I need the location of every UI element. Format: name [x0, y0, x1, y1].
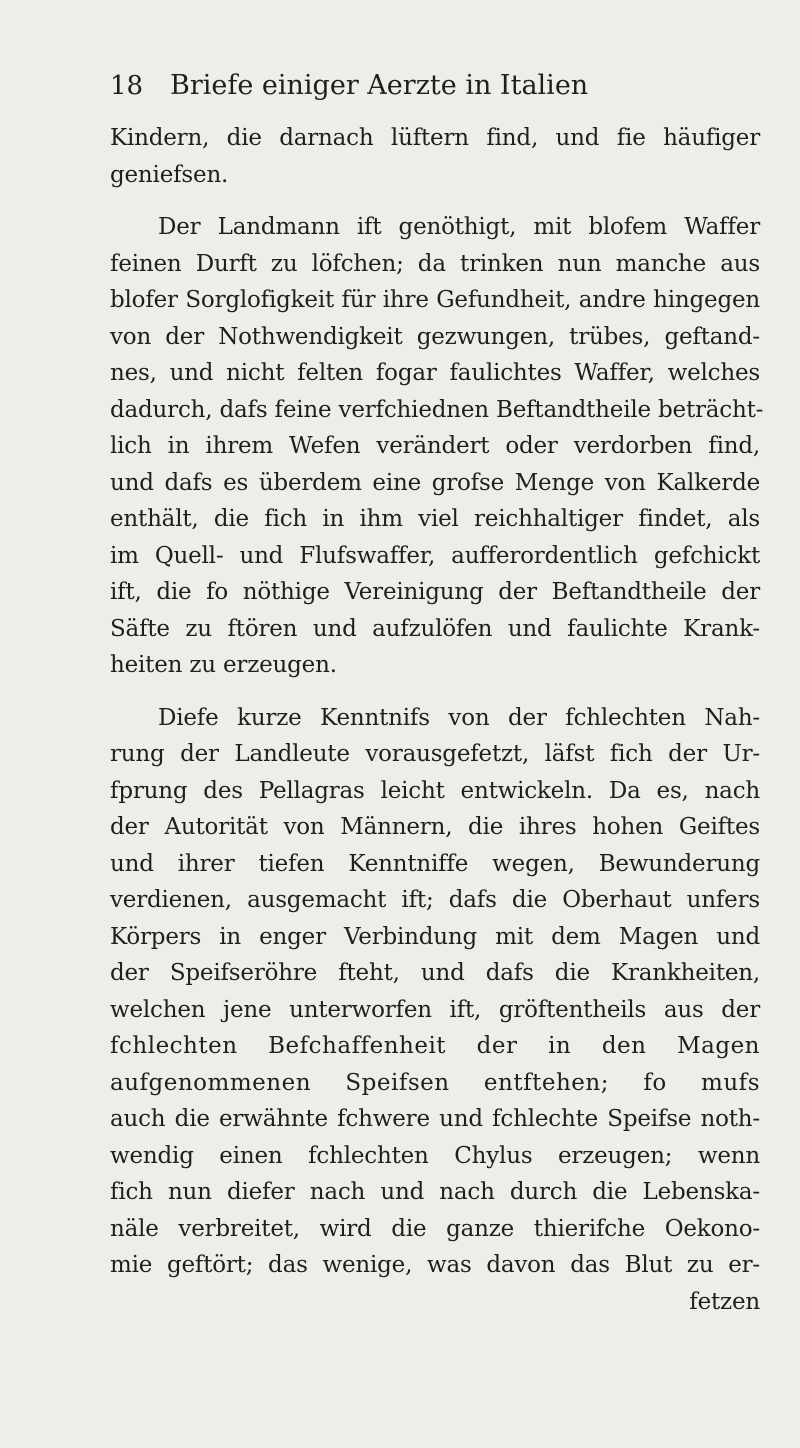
text-line: auch die erwähnte fchwere und fchlechte Speifse noth-: [110, 1106, 760, 1132]
text-line: und ihrer tiefen Kenntniffe wegen, Bewunderung: [110, 850, 760, 877]
text-line: der Speifseröhre fteht, und dafs die Krankheiten,: [110, 960, 760, 986]
text-line: Diefe kurze Kenntnifs von der fchlechten Nah-: [158, 704, 760, 731]
text-line: fprung des Pellagras leicht entwickeln. Da es, nach: [110, 777, 760, 804]
text-line: Der Landmann ift genöthigt, mit blofem Waffer: [158, 214, 760, 240]
text-line-spaced: aufgenommenen Speifsen entftehen; fo mufs: [110, 1069, 760, 1096]
catchword: fetzen: [689, 1288, 760, 1315]
text-line: Körpers in enger Verbindung mit dem Magen und: [110, 923, 760, 950]
body-text: [110, 120, 764, 1320]
text-line: von der Nothwendigkeit gezwungen, trübes, geftand-: [110, 323, 760, 350]
text-line: wendig einen fchlechten Chylus erzeugen; wenn: [110, 1142, 760, 1169]
text-line: näle verbreitet, wird die ganze thierifche Oekono-: [110, 1215, 760, 1242]
paragraph-1: [110, 120, 760, 193]
text-line: rung der Landleute vorausgefetzt, läfst fich der Ur-: [110, 741, 760, 767]
page-header: [110, 70, 750, 101]
text-line: lich in ihrem Wefen verändert oder verdorben find,: [110, 433, 760, 459]
text-line: und dafs es überdem eine grofse Menge von Kalkerde: [110, 469, 760, 496]
text-line: geniefsen.: [110, 161, 229, 188]
running-title: Briefe einiger Aerzte in Italien: [170, 70, 589, 101]
paragraph-3: [110, 700, 760, 1284]
paragraph-2: [110, 209, 764, 684]
text-line: dadurch, dafs feine verfchiednen Beftandtheile beträcht-: [110, 396, 764, 423]
text-line: ift, die fo nöthige Vereinigung der Beftandtheile der: [110, 579, 760, 605]
text-line: der Autorität von Männern, die ihres hohen Geiftes: [110, 814, 760, 840]
text-line: blofer Sorglofigkeit für ihre Gefundheit, andre hingegen: [110, 287, 760, 313]
page-number: 18: [110, 71, 144, 101]
text-line: mie geftört; das wenige, was davon das Blut zu er-: [110, 1252, 760, 1278]
text-line-spaced: fchlechten Befchaffenheit der in den Magen: [110, 1033, 760, 1059]
text-line: im Quell- und Flufswaffer, aufferordentlich gefchickt: [110, 542, 760, 569]
text-line: feinen Durft zu löfchen; da trinken nun manche aus: [110, 250, 760, 277]
text-line: nes, und nicht felten fogar faulichtes Waffer, welches: [110, 360, 760, 386]
text-line: welchen jene unterworfen ift, gröftentheils aus der: [110, 996, 760, 1023]
text-line: enthält, die fich in ihm viel reichhaltiger findet, als: [110, 506, 760, 532]
text-line: verdienen, ausgemacht ift; dafs die Oberhaut unfers: [110, 887, 760, 913]
text-line: Säfte zu ftören und aufzulöfen und faulichte Krank-: [110, 615, 760, 642]
text-line: fich nun diefer nach und nach durch die Lebenska-: [110, 1179, 760, 1205]
text-line: heiten zu erzeugen.: [110, 652, 337, 678]
text-line: Kindern, die darnach lüftern find, und fie häufiger: [110, 125, 760, 151]
